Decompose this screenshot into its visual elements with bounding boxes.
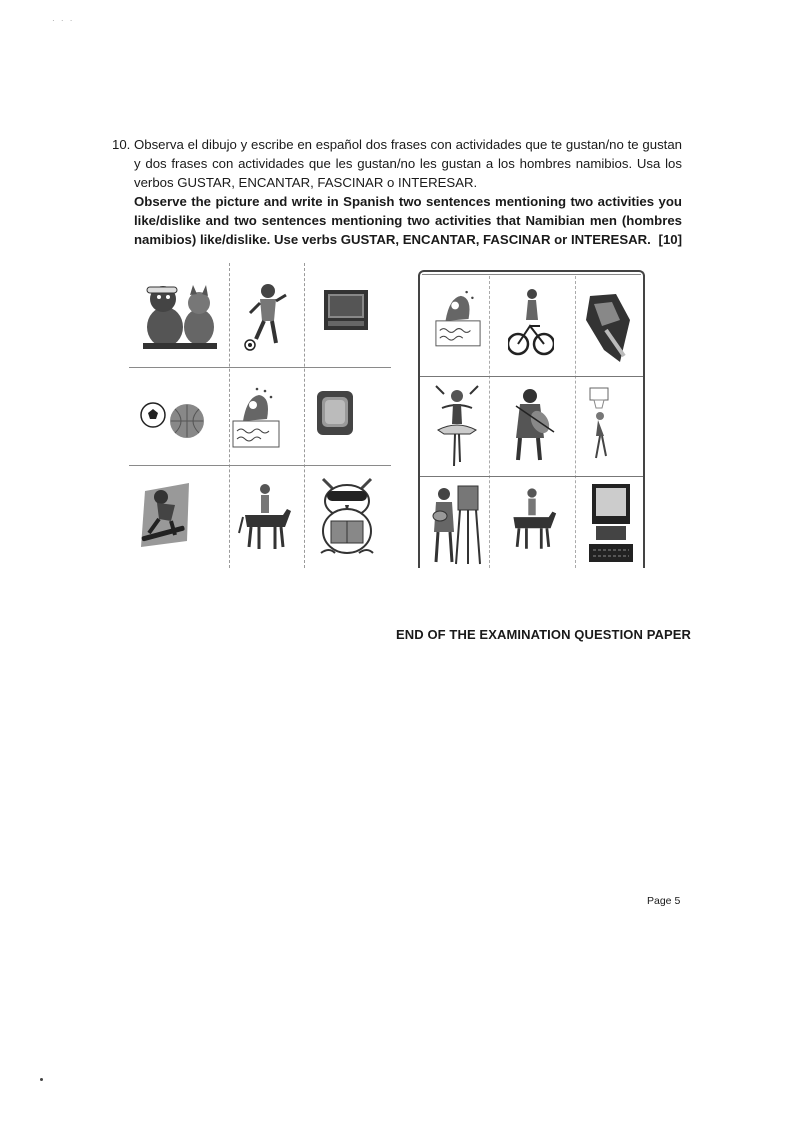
scan-artifact-dot (40, 1078, 43, 1081)
scan-artifact: · · · (52, 16, 75, 25)
balls-icon (139, 395, 209, 443)
question-10 (112, 135, 682, 249)
owl-reading-icon (315, 469, 379, 559)
painter-icon (430, 482, 482, 566)
swimming-icon (231, 385, 281, 451)
basketball-icon (586, 386, 616, 464)
football-player-icon (242, 281, 292, 353)
tv-set-icon (315, 389, 355, 437)
swimming-icon (434, 286, 482, 350)
end-of-paper-note: END OF THE EXAMINATION QUESTION PAPER (396, 627, 692, 642)
horse-rider-icon (237, 481, 293, 553)
dog-and-cat-icon (139, 277, 223, 353)
television-icon (323, 289, 369, 331)
left-picture-grid (127, 263, 391, 568)
cyclist-icon (508, 286, 554, 360)
horse-rider-icon (506, 484, 558, 554)
ballet-dancer-icon (434, 384, 480, 470)
skateboarder-icon (135, 481, 195, 549)
question-english-body: Observe the picture and write in Spanish two sentences mentioning two activities you like/dislike and two sentences mentioning two activities that Namibian men (hombres namibios) like/dislike. Use verbs GUSTAR, ENCANTAR, FASCINAR or INTERESAR. (134, 194, 682, 247)
question-marks: [10] (658, 232, 682, 247)
question-english-text (134, 192, 682, 249)
computer-icon (588, 482, 634, 564)
hiking-boot-icon (580, 290, 636, 366)
question-number: 10. (112, 137, 131, 152)
right-picture-grid (418, 270, 645, 568)
page-number: Page 5 (647, 895, 681, 907)
violinist-icon (506, 386, 558, 464)
question-spanish-text: Observa el dibujo y escribe en español dos frases con actividades que te gustan/no te gustan y dos frases con actividades que les gustan/no les gustan a los hombres namibios. Usa los verbos GUSTAR, ENCANTAR, FASCINAR o INTERESAR. (134, 137, 682, 190)
